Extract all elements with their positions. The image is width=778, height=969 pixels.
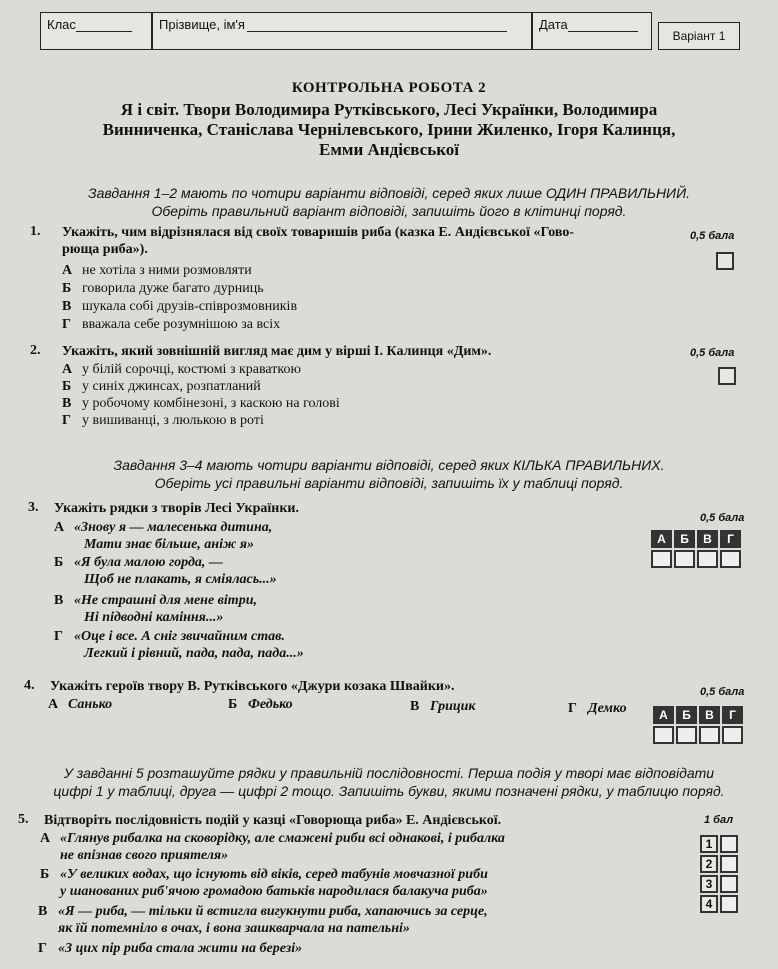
option-text: вважала себе розумнішою за всіх (82, 317, 281, 332)
variant-label: Варіант 1 (672, 29, 726, 43)
option-letter: А (48, 697, 59, 712)
grid-header-c: В (699, 706, 720, 724)
option-line-2: Ні підводні каміння...» (84, 610, 224, 625)
question-1-number: 1. (30, 224, 41, 239)
question-5-text: Відтворіть послідовність подій у казці «Говорюща риба» Е. Андієвської. (44, 813, 502, 828)
subtitle-line-2: Винниченка, Станіслава Чернілевського, Ірини Жиленко, Ігоря Калинця, (102, 120, 676, 139)
test-subtitle (0, 100, 778, 160)
option-letter: Б (54, 555, 64, 570)
option-letter: Г (38, 941, 47, 956)
question-1-line-1: Укажіть, чим відрізнялася від своїх товаришів риба (казка Е. Андієвської «Гово- (62, 225, 575, 240)
instruction-3 (0, 764, 778, 800)
question-1-answer-box[interactable] (716, 252, 734, 270)
option-letter: В (62, 299, 72, 314)
question-3-answer-grid (651, 530, 741, 568)
class-field[interactable] (40, 12, 152, 50)
question-2-text: Укажіть, який зовнішній вигляд має дим у вірші І. Калинця «Дим». (62, 344, 492, 359)
option-letter: Г (62, 317, 71, 332)
option-letter: В (62, 396, 72, 411)
option-letter: А (54, 520, 65, 535)
question-5-sequence-table (700, 835, 738, 913)
class-label: Клас (47, 17, 76, 32)
question-4-number: 4. (24, 678, 35, 693)
question-4-option-c (410, 698, 476, 715)
question-5-option-c (38, 903, 698, 937)
option-line-2: Щоб не плакать, я сміялась...» (84, 572, 277, 587)
question-2-points: 0,5 бала (690, 347, 735, 359)
option-line-2: у шанованих риб'ячою громадою батьків народилася балакуча риба» (60, 884, 488, 899)
option-letter: Г (54, 629, 63, 644)
option-letter: В (38, 904, 48, 919)
instruction-3-line-1: У завданні 5 розташуйте рядки у правильній послідовності. Перша подія у творі має відповідати (63, 765, 715, 781)
option-letter: Б (62, 379, 72, 394)
instruction-1-line-2: Оберіть правильний варіант відповіді, запишіть його в клітинці поряд. (151, 203, 627, 219)
option-letter: Б (228, 697, 238, 712)
option-letter: В (410, 699, 420, 714)
question-4-option-b (228, 696, 293, 713)
question-2-option-a (62, 361, 301, 378)
sequence-cell-3[interactable] (720, 875, 738, 893)
question-4-answer-grid (653, 706, 743, 744)
name-label: Прізвище, ім'я (159, 17, 245, 32)
sequence-number-3: 3 (700, 875, 718, 893)
option-line-1: «Знову я — малесенька дитина, (74, 520, 273, 535)
option-text: Санько (68, 697, 113, 712)
question-3-option-b (54, 554, 277, 588)
grid-cell-b[interactable] (674, 550, 695, 568)
subtitle-line-1: Я і світ. Твори Володимира Рутківського, Лесі Українки, Володимира (120, 100, 658, 119)
option-line-1: «Я — риба, — тільки й встигла вигукнути риба, хапаючись за серце, (58, 904, 488, 919)
option-line-2: не впізнав свого приятеля» (60, 848, 229, 863)
option-letter: Б (40, 867, 50, 882)
option-text: у синіх джинсах, розпатланий (82, 379, 261, 394)
question-5-number: 5. (18, 812, 29, 827)
option-text: у робочому комбінезоні, з каскою на голові (82, 396, 340, 411)
question-3-option-a (54, 519, 272, 553)
option-line-2: Мати знає більше, аніж я» (84, 537, 255, 552)
question-5-option-b (40, 866, 700, 900)
grid-header-d: Г (722, 706, 743, 724)
option-text: говорила дуже багато дурниць (82, 281, 264, 296)
date-field[interactable] (532, 12, 652, 50)
option-line-2: Легкий і рівний, пада, пада, пада...» (84, 646, 304, 661)
option-line-1: «Я була малою горда, — (74, 555, 223, 570)
question-1-points: 0,5 бала (690, 230, 735, 242)
grid-cell-c[interactable] (697, 550, 718, 568)
option-text: Демко (588, 701, 627, 716)
option-letter: А (40, 831, 51, 846)
question-5-points: 1 бал (704, 814, 734, 826)
question-5-option-d (38, 940, 698, 957)
grid-cell-d[interactable] (722, 726, 743, 744)
header-form (40, 12, 740, 52)
option-line-1: «Не страшні для мене вітри, (74, 593, 257, 608)
question-1-option-a (62, 262, 252, 279)
instruction-2 (0, 456, 778, 492)
option-text: шукала собі друзів-співрозмовників (82, 299, 298, 314)
question-3-number: 3. (28, 500, 39, 515)
option-line-1: «У великих водах, що існують від віків, серед табунів мовчазної риби (60, 867, 488, 882)
option-text: не хотіла з ними розмовляти (82, 263, 252, 278)
grid-cell-c[interactable] (699, 726, 720, 744)
sequence-number-1: 1 (700, 835, 718, 853)
grid-header-a: А (651, 530, 672, 548)
grid-cell-d[interactable] (720, 550, 741, 568)
question-3-points: 0,5 бала (700, 512, 745, 524)
grid-header-c: В (697, 530, 718, 548)
option-letter: А (62, 362, 73, 377)
option-text: у вишиванці, з люлькою в роті (82, 413, 264, 428)
grid-header-d: Г (720, 530, 741, 548)
question-2-option-b (62, 378, 261, 395)
question-4-text: Укажіть героїв твору В. Рутківського «Джури козака Швайки». (50, 679, 455, 694)
question-1-line-2: рюща риба»). (62, 242, 148, 257)
option-line-1: «З цих пір риба стала жити на березі» (58, 941, 303, 956)
question-3-option-c (54, 592, 257, 626)
instruction-1-line-1: Завдання 1–2 мають по чотири варіанти відповіді, серед яких лише ОДИН ПРАВИЛЬНИЙ. (88, 185, 690, 201)
option-text: Грицик (430, 699, 476, 714)
question-2-answer-box[interactable] (718, 367, 736, 385)
question-2-option-d (62, 412, 264, 429)
grid-cell-b[interactable] (676, 726, 697, 744)
subtitle-line-3: Емми Андієвської (318, 140, 459, 159)
question-4-points: 0,5 бала (700, 686, 745, 698)
test-title: КОНТРОЛЬНА РОБОТА 2 (291, 80, 487, 96)
option-letter: А (62, 263, 73, 278)
sequence-number-2: 2 (700, 855, 718, 873)
question-3-option-d (54, 628, 304, 662)
option-line-1: «Оце і все. А сніг звичайним став. (74, 629, 285, 644)
grid-header-a: А (653, 706, 674, 724)
variant-box (658, 22, 740, 50)
option-line-2: як їй потемніло в очах, і вона зашкварчала на пательні» (58, 921, 410, 936)
question-2-number: 2. (30, 343, 41, 358)
option-letter: В (54, 593, 64, 608)
question-1-option-b (62, 280, 264, 297)
question-4-option-d (568, 700, 627, 717)
option-text: у білій сорочці, костюмі з краваткою (82, 362, 301, 377)
instruction-3-line-2: цифрі 1 у таблиці, друга — цифрі 2 тощо. Запишіть букви, якими позначені рядки, у таблицю поряд. (53, 783, 725, 799)
option-text: Федько (248, 697, 293, 712)
option-letter: Б (62, 281, 72, 296)
question-2-option-c (62, 395, 340, 412)
question-1-option-d (62, 316, 280, 333)
question-3-text: Укажіть рядки з творів Лесі Українки. (54, 501, 299, 516)
option-line-1: «Глянув рибалка на сковорідку, але смажені риби всі однакові, і рибалка (60, 831, 505, 846)
date-label: Дата (539, 17, 568, 32)
name-field[interactable] (152, 12, 532, 50)
sequence-number-4: 4 (700, 895, 718, 913)
option-letter: Г (568, 701, 577, 716)
question-4-option-a (48, 696, 112, 713)
question-5-option-a (40, 830, 680, 864)
option-letter: Г (62, 413, 71, 428)
sequence-cell-2[interactable] (720, 855, 738, 873)
grid-header-b: Б (676, 706, 697, 724)
sequence-cell-4[interactable] (720, 895, 738, 913)
grid-cell-a[interactable] (651, 550, 672, 568)
question-1-option-c (62, 298, 297, 315)
instruction-2-line-2: Оберіть усі правильні варіанти відповіді, запишіть їх у таблиці поряд. (154, 475, 624, 491)
question-1-text (62, 224, 682, 258)
instruction-2-line-1: Завдання 3–4 мають чотири варіанти відповіді, серед яких КІЛЬКА ПРАВИЛЬНИХ. (113, 457, 665, 473)
grid-header-b: Б (674, 530, 695, 548)
grid-cell-a[interactable] (653, 726, 674, 744)
sequence-cell-1[interactable] (720, 835, 738, 853)
instruction-1 (0, 184, 778, 220)
